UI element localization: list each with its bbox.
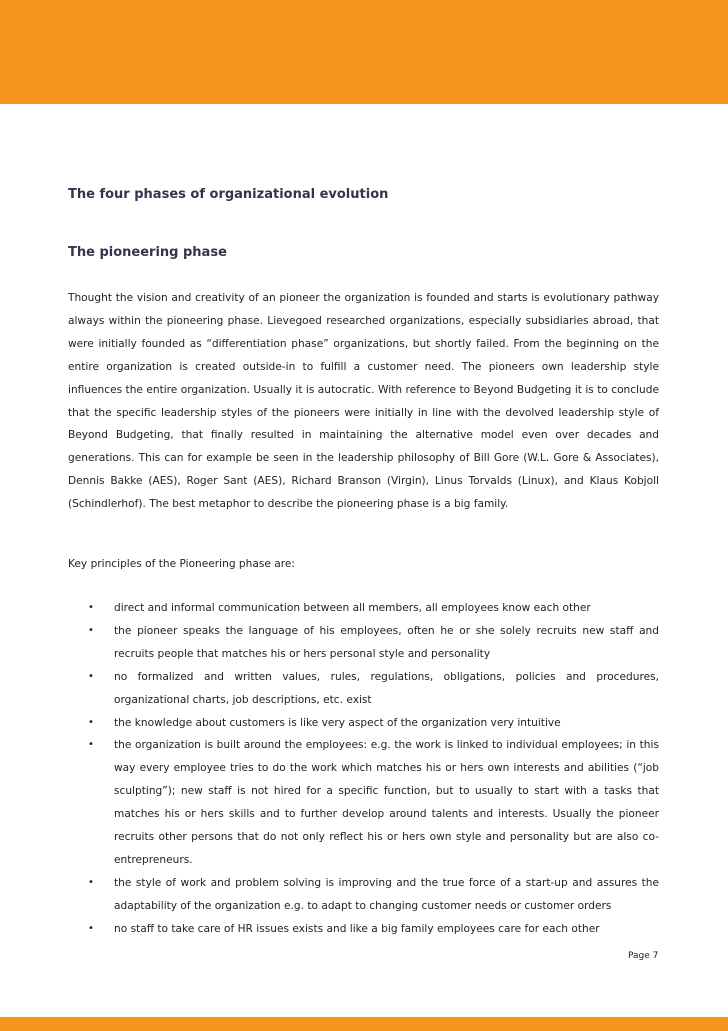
list-item-text: the organization is built around the employees: e.g. the work is linked to individual employees; in this way every employee tries to do the work which matches his or hers own interests and abilities (“job sculpting”); new staff is not hired for a specific function, but to usually to start with a tasks that matches his or hers skills and to further develop around talents and interests. Usually the pioneer recruits other persons that do not only reflect his or hers own style and personality but are also co-entrepreneurs. — [114, 739, 659, 866]
list-item-text: the style of work and problem solving is improving and the true force of a start-up and assures the adaptability of the organization e.g. to adapt to changing customer needs or customer orders — [114, 876, 659, 912]
bullet-icon: • — [88, 922, 94, 934]
page-number: Page 7 — [628, 951, 659, 961]
list-item — [68, 597, 659, 620]
bullet-icon: • — [88, 624, 94, 636]
list-item — [68, 666, 659, 712]
bullet-icon: • — [88, 876, 94, 888]
list-item — [68, 734, 659, 871]
principles-list — [68, 597, 659, 941]
principles-heading: Key principles of the Pioneering phase are: — [68, 558, 295, 570]
list-item-text: the pioneer speaks the language of his employees, often he or she solely recruits new staff and recruits people that matches his or hers personal style and personality — [114, 624, 659, 660]
bullet-icon: • — [88, 670, 94, 682]
footer-band — [0, 1017, 728, 1031]
list-item — [68, 620, 659, 666]
bullet-icon: • — [88, 602, 94, 613]
list-item-text: the knowledge about customers is like very aspect of the organization very intuitive — [114, 716, 561, 729]
list-item — [68, 872, 659, 918]
list-item-text: no staff to take care of HR issues exists and like a big family employees care for each other — [114, 922, 600, 935]
list-item — [68, 918, 659, 941]
bullet-icon: • — [88, 739, 94, 751]
document-title: The four phases of organizational evolution — [68, 187, 389, 202]
header-band — [0, 0, 728, 104]
section-title: The pioneering phase — [68, 245, 227, 260]
list-item — [68, 712, 659, 735]
list-item-text: no formalized and written values, rules, regulations, obligations, policies and procedures, organizational charts, job descriptions, etc. exist — [114, 670, 659, 706]
list-item-text: direct and informal communication between all members, all employees know each other — [114, 602, 591, 614]
intro-paragraph: Thought the vision and creativity of an pioneer the organization is founded and starts is evolutionary pathway always within the pioneering phase. Lievegoed researched organizations, especially subsidiaries abroad, that were initially founded as “differentiation phase” organizations, but shortly failed. From the beginning on the entire organization is created outside-in to fulfill a customer need. The pioneers own leadership style influences the entire organization. Usually it is autocratic. With reference to Beyond Budgeting it is to conclude that the specific leadership styles of the pioneers were initially in line with the devolved leadership style of Beyond Budgeting, that finally resulted in maintaining the alternative model even over decades and generations. This can for example be seen in the leadership philosophy of Bill Gore (W.L. Gore & Associates), Dennis Bakke (AES), Roger Sant (AES), Richard Branson (Virgin), Linus Torvalds (Linux), and Klaus Kobjoll (Schindlerhof). The best metaphor to describe the pioneering phase is a big family. — [68, 292, 659, 511]
bullet-icon: • — [88, 716, 94, 728]
